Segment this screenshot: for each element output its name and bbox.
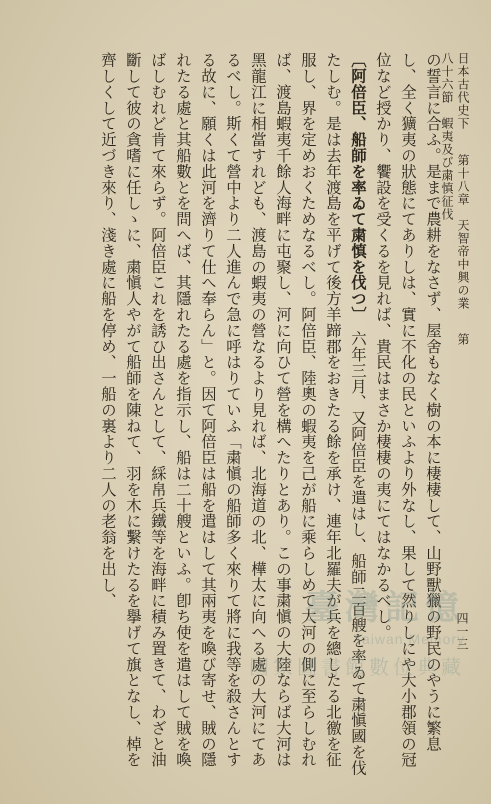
paragraph-2 xyxy=(95,52,370,782)
chapter-title: 第十八章 天智帝中興の業 xyxy=(456,154,470,310)
book-title: 日本古代史下 xyxy=(456,52,470,130)
paragraph-text: 六年三月、又阿倍臣を遣はし、船師二百艘を率ゐて粛愼國を伐たしむ。是は去年渡島を平げて後方羊蹄郡をおきたる餘を承け、連年北羅夫が兵を總したる北徼を征服し、界を定めおくためなるべし。阿倍臣、陸奧の蝦夷を己が船に乘らしめて大河の側に至らしむれば、渡島蝦夷千餘人海畔に屯聚し、河に向ひて營を構へたりとあり。この事粛愼の大陸ならば大河は黑龍江に相當すれども、渡島の蝦夷の營なるより見れば、北海道の北、樺太に向へる處の大河にてあるべし。斯くて營中より二人進んで急に呼はりていふ「粛愼の船師多く來りて將に我等を殺さんとする故に、願くは此河を濟りて仕へ奉らん」と。因て阿倍臣は船を遣はして其兩夷を喚び寄せ、賊の隱れたる處と其船數とを問へば、其隱れたる處を指示し、船は二十艘といふ。卽ち使を遣はして賊を喚ばしむれど肯て來らず。阿倍臣これを誘ひ出さんとして、綵帛兵鐵等を海畔に積み置きて、わざと油斷して彼の貪嗜に任しゝに、粛愼人やがて船師を陳ねて、羽を木に繫けたるを擧げて旗となし、棹を齊しくして近づき來り、淺き處に船を停め、一船の裏より二人の老翁を出し、 xyxy=(99,52,367,776)
body-text xyxy=(15,52,445,782)
watermark-line3: 國家圖書館數位典藏 xyxy=(249,655,465,679)
watermark-line2: Taiwan Memory xyxy=(353,631,465,647)
running-header xyxy=(440,52,471,352)
paragraph-text: の誓言に合ふ。是まで農耕をなさず、屋舍もなく樹の本に棲棲して、山野獸獵の野民のやうに繁息し、全く獷夷の狀態にてありしは、實に不化の民といふより外なし、果して然りしにや大小郡領の冠位など授かり、饗設を受くるを見れば、貴民はまさか棲棲の夷にてはなかるべし。 xyxy=(374,52,442,768)
watermark-line1: 臺灣記憶 xyxy=(305,588,465,628)
inline-section-heading: 〔阿倍臣、船師を率ゐて粛慎を伐つ〕 xyxy=(349,52,367,315)
section-title: 第八十六節 蝦夷及び粛慎征伐 xyxy=(440,52,470,346)
page-number: 四一三 xyxy=(455,612,469,651)
paragraph-1 xyxy=(370,52,445,782)
